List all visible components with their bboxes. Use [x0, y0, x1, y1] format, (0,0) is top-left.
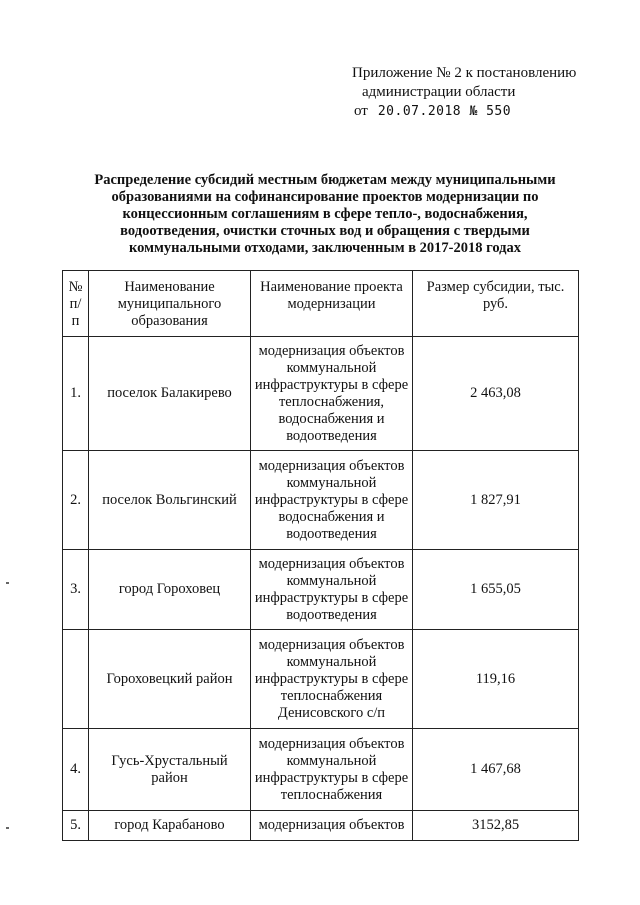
appendix-line-1: Приложение № 2 к постановлению [352, 65, 577, 81]
table-header-row [63, 271, 579, 337]
table-row [63, 337, 579, 451]
row-num: 1. [63, 337, 89, 451]
table-row [63, 630, 579, 729]
title-line: коммунальными отходами, заключенным в 2017-2018 годах [128, 240, 522, 256]
row-project: модернизация объектов коммунальной инфраструктуры в сфере теплоснабжения, водоснабжения и водоотведения [251, 337, 413, 451]
scan-speck [6, 827, 9, 829]
row-amount: 1 467,68 [413, 729, 579, 811]
row-municipality: город Карабаново [89, 811, 251, 841]
appendix-date-line [354, 102, 576, 121]
row-municipality: поселок Вольгинский [89, 451, 251, 550]
row-num: 4. [63, 729, 89, 811]
row-project: модернизация объектов коммунальной инфраструктуры в сфере теплоснабжения Денисовского с/п [251, 630, 413, 729]
row-amount: 3152,85 [413, 811, 579, 841]
table-row [63, 451, 579, 550]
row-amount: 1 827,91 [413, 451, 579, 550]
row-project: модернизация объектов коммунальной инфраструктуры в сфере водоснабжения и водоотведения [251, 451, 413, 550]
date-prefix: от [354, 103, 368, 119]
row-project: модернизация объектов коммунальной инфраструктуры в сфере теплоснабжения [251, 729, 413, 811]
title-line: концессионным соглашениям в сфере тепло-, водоснабжения, [122, 206, 528, 222]
subsidy-table [62, 270, 579, 841]
row-amount: 119,16 [413, 630, 579, 729]
row-amount: 1 655,05 [413, 550, 579, 630]
header-amount: Размер субсидии, тыс. руб. [413, 271, 579, 337]
title-line: водоотведения, очистки сточных вод и обращения с твердыми [120, 223, 530, 239]
appendix-header [352, 64, 576, 121]
row-num: 3. [63, 550, 89, 630]
table-row [63, 811, 579, 841]
row-municipality: Гороховецкий район [89, 630, 251, 729]
title-line: образованиями на софинансирование проектов модернизации по [111, 189, 539, 205]
header-num: № п/п [63, 271, 89, 337]
document-title [80, 172, 570, 257]
header-municipality: Наименование муниципального образования [89, 271, 251, 337]
row-project: модернизация объектов коммунальной инфраструктуры в сфере водоотведения [251, 550, 413, 630]
row-municipality: город Гороховец [89, 550, 251, 630]
row-num: 2. [63, 451, 89, 550]
row-municipality: Гусь-Хрустальный район [89, 729, 251, 811]
row-municipality: поселок Балакирево [89, 337, 251, 451]
date-number: 20.07.2018 № 550 [377, 104, 512, 119]
row-amount: 2 463,08 [413, 337, 579, 451]
title-line: Распределение субсидий местным бюджетам между муниципальными [94, 172, 556, 188]
row-num: 5. [63, 811, 89, 841]
table-row [63, 550, 579, 630]
row-project: модернизация объектов [251, 811, 413, 841]
scan-speck [6, 582, 9, 584]
header-project: Наименование проекта модернизации [251, 271, 413, 337]
table-row [63, 729, 579, 811]
row-num [63, 630, 89, 729]
appendix-line-2: администрации области [362, 84, 516, 100]
